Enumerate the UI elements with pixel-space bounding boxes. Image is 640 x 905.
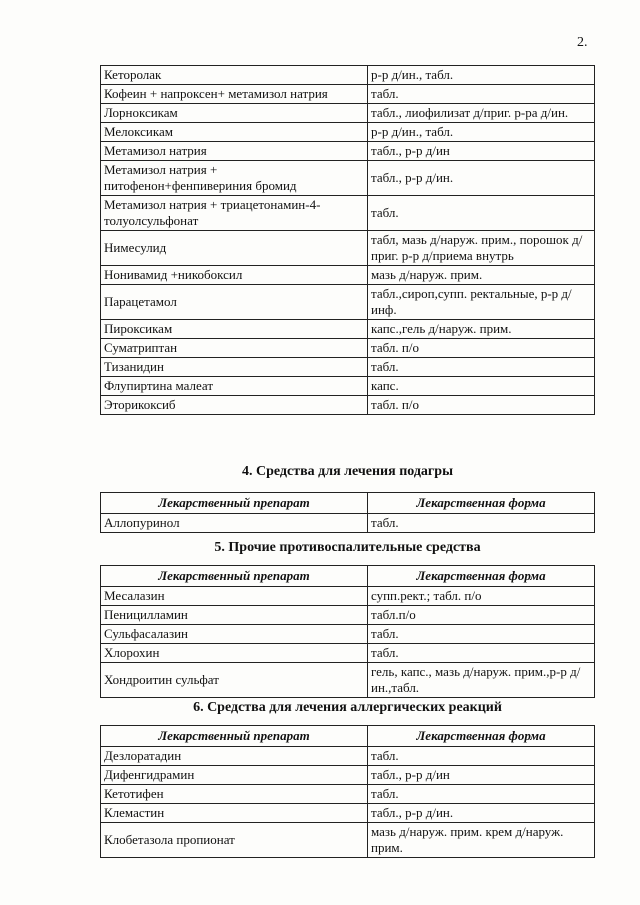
- table-row: [101, 587, 595, 606]
- table-row: [101, 142, 595, 161]
- drug-name-cell: Суматриптан: [101, 339, 368, 358]
- dosage-form-cell: табл.: [368, 785, 595, 804]
- table-header-row: [101, 493, 595, 514]
- dosage-form-cell: р-р д/ин., табл.: [368, 123, 595, 142]
- drug-name-cell: Лорноксикам: [101, 104, 368, 123]
- drug-name-cell: Кетотифен: [101, 785, 368, 804]
- table-row: [101, 320, 595, 339]
- drug-name-cell: Флупиртина малеат: [101, 377, 368, 396]
- header-drug: Лекарственный препарат: [101, 493, 368, 514]
- dosage-form-cell: табл., р-р д/ин: [368, 766, 595, 785]
- table-row: [101, 85, 595, 104]
- table-row: [101, 396, 595, 415]
- section-title-anti-inflammatory: 5. Прочие противоспалительные средства: [214, 540, 481, 555]
- table-row: [101, 339, 595, 358]
- table-row: [101, 663, 595, 698]
- drug-name-cell: Метамизол натрия + питофенон+фенпивериния бромид: [101, 161, 368, 196]
- drug-name-cell: Хлорохин: [101, 644, 368, 663]
- table-header-row: [101, 726, 595, 747]
- table-row: [101, 625, 595, 644]
- drug-name-cell: Мелоксикам: [101, 123, 368, 142]
- table-row: [101, 606, 595, 625]
- dosage-form-cell: табл.: [368, 196, 595, 231]
- drug-name-cell: Кеторолак: [101, 66, 368, 85]
- drug-name-cell: Сульфасалазин: [101, 625, 368, 644]
- drug-name-cell: Клемастин: [101, 804, 368, 823]
- dosage-form-cell: супп.рект.; табл. п/о: [368, 587, 595, 606]
- drug-table-gout: [100, 492, 595, 533]
- table-row: [101, 196, 595, 231]
- table-row: [101, 266, 595, 285]
- drug-table-anti-inflammatory: [100, 565, 595, 698]
- dosage-form-cell: табл.п/о: [368, 606, 595, 625]
- dosage-form-cell: табл. п/о: [368, 396, 595, 415]
- dosage-form-cell: табл.,сироп,супп. ректальные, р-р д/инф.: [368, 285, 595, 320]
- drug-name-cell: Эторикоксиб: [101, 396, 368, 415]
- header-drug: Лекарственный препарат: [101, 726, 368, 747]
- drug-name-cell: Тизанидин: [101, 358, 368, 377]
- table-row: [101, 514, 595, 533]
- header-form: Лекарственная форма: [368, 726, 595, 747]
- table-row: [101, 285, 595, 320]
- table-row: [101, 644, 595, 663]
- dosage-form-cell: табл., р-р д/ин.: [368, 161, 595, 196]
- section-title-allergy: 6. Средства для лечения аллергических реакций: [193, 700, 502, 715]
- page-number: 2.: [577, 35, 588, 50]
- table-row: [101, 231, 595, 266]
- drug-name-cell: Нимесулид: [101, 231, 368, 266]
- drug-name-cell: Пироксикам: [101, 320, 368, 339]
- drug-name-cell: Нонивамид +никобоксил: [101, 266, 368, 285]
- dosage-form-cell: табл., р-р д/ин.: [368, 804, 595, 823]
- dosage-form-cell: мазь д/наруж. прим.: [368, 266, 595, 285]
- drug-name-cell: Месалазин: [101, 587, 368, 606]
- dosage-form-cell: табл., лиофилизат д/приг. р-ра д/ин.: [368, 104, 595, 123]
- table-row: [101, 161, 595, 196]
- table-row: [101, 785, 595, 804]
- table-row: [101, 104, 595, 123]
- drug-name-cell: Аллопуринол: [101, 514, 368, 533]
- drug-table-continued: [100, 65, 595, 415]
- drug-name-cell: Метамизол натрия + триацетонамин-4-толуолсульфонат: [101, 196, 368, 231]
- table-row: [101, 766, 595, 785]
- drug-name-cell: Пеницилламин: [101, 606, 368, 625]
- dosage-form-cell: мазь д/наруж. прим. крем д/наруж. прим.: [368, 823, 595, 858]
- dosage-form-cell: капс.,гель д/наруж. прим.: [368, 320, 595, 339]
- header-form: Лекарственная форма: [368, 493, 595, 514]
- dosage-form-cell: табл.: [368, 85, 595, 104]
- header-form: Лекарственная форма: [368, 566, 595, 587]
- dosage-form-cell: табл., р-р д/ин: [368, 142, 595, 161]
- dosage-form-cell: табл.: [368, 625, 595, 644]
- drug-name-cell: Дезлоратадин: [101, 747, 368, 766]
- dosage-form-cell: табл.: [368, 358, 595, 377]
- drug-name-cell: Кофеин + напроксен+ метамизол натрия: [101, 85, 368, 104]
- table-row: [101, 66, 595, 85]
- drug-name-cell: Клобетазола пропионат: [101, 823, 368, 858]
- drug-name-cell: Хондроитин сульфат: [101, 663, 368, 698]
- table-row: [101, 804, 595, 823]
- table-row: [101, 358, 595, 377]
- dosage-form-cell: гель, капс., мазь д/наруж. прим.,р-р д/ин.,табл.: [368, 663, 595, 698]
- drug-name-cell: Парацетамол: [101, 285, 368, 320]
- dosage-form-cell: табл, мазь д/наруж. прим., порошок д/приг. р-р д/приема внутрь: [368, 231, 595, 266]
- drug-name-cell: Дифенгидрамин: [101, 766, 368, 785]
- table-row: [101, 123, 595, 142]
- header-drug: Лекарственный препарат: [101, 566, 368, 587]
- table-row: [101, 747, 595, 766]
- table-row: [101, 377, 595, 396]
- table-row: [101, 823, 595, 858]
- dosage-form-cell: табл.: [368, 514, 595, 533]
- dosage-form-cell: табл.: [368, 747, 595, 766]
- dosage-form-cell: капс.: [368, 377, 595, 396]
- section-title-gout: 4. Средства для лечения подагры: [241, 464, 454, 479]
- dosage-form-cell: табл. п/о: [368, 339, 595, 358]
- drug-name-cell: Метамизол натрия: [101, 142, 368, 161]
- dosage-form-cell: р-р д/ин., табл.: [368, 66, 595, 85]
- table-header-row: [101, 566, 595, 587]
- dosage-form-cell: табл.: [368, 644, 595, 663]
- drug-table-allergy: [100, 725, 595, 858]
